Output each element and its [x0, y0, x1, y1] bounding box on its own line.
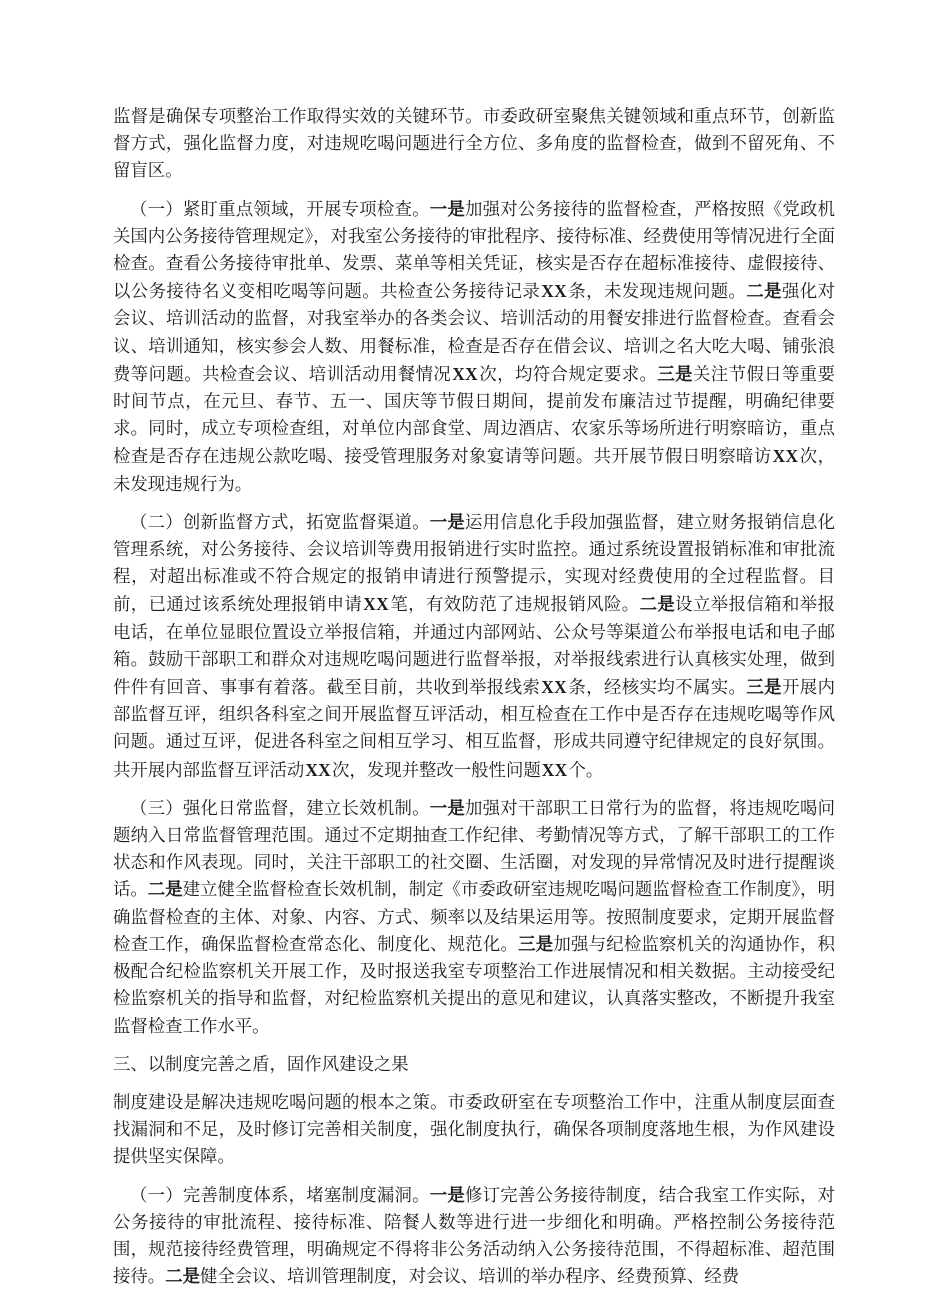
body-paragraph: [113, 796, 835, 1041]
emphasis-text: 一是: [429, 798, 465, 819]
text-run: 加强与纪检监察机关的沟通协作，积极配合纪检监察机关开展工作，及时报送我室专项整治工作进展情况和相关数据。主动接受纪检监察机关的指导和监督，对纪检监察机关提出的意见和建议，认真落实整改，不断提升我室监督检查工作水平。: [113, 934, 835, 1037]
emphasis-text: 三是: [518, 934, 554, 955]
placeholder-number: XX: [305, 759, 332, 780]
text-run: 次，均符合规定要求。: [478, 364, 658, 385]
emphasis-text: 一是: [429, 199, 465, 220]
text-run: 设立举报信箱和举报电话，在单位显眼位置设立举报信箱，并通过内部网站、公众号等渠道公布举报电话和电子邮箱。鼓励干部职工和群众对违规吃喝问题进行监督举报，对举报线索进行认真核实处理，做到件件有回音、事事有着落。截至目前，共收到举报线索: [113, 595, 835, 699]
text-run: 运用信息化手段加强监督，建立财务报销信息化管理系统，对公务接待、会议培训等费用报销进行实时监控。通过系统设置报销标准和审批流程，对超出标准或不符合规定的报销申请进行预警提示，实现对经费使用的全过程监督。目前，已通过该系统处理报销申请: [113, 512, 835, 616]
emphasis-text: 二是: [746, 282, 782, 303]
text-run: 监督是确保专项整治工作取得实效的关键环节。市委政研室聚焦关键领域和重点环节，创新监督方式，强化监督力度，对违规吃喝问题进行全方位、多角度的监督检查，做到不留死角、不留盲区。: [113, 107, 835, 182]
text-run: 制度建设是解决违规吃喝问题的根本之策。市委政研室在专项整治工作中，注重从制度层面查找漏洞和不足，及时修订完善相关制度，强化制度执行，确保各项制度落地生根，为作风建设提供坚实保障。: [113, 1092, 835, 1168]
text-run: 修订完善公务接待制度，结合我室工作实际，对公务接待的审批流程、接待标准、陪餐人数等进行进一步细化和明确。严格控制公务接待范围，规范接待经费管理，明确规定不得将非公务活动纳入公务接待范围，不得超标准、超范围接待。: [113, 1185, 835, 1288]
emphasis-text: 二是: [165, 1267, 200, 1288]
text-run: （二）创新监督方式，拓宽监督渠道。: [130, 512, 430, 533]
text-run: （一）紧盯重点领域，开展专项检查。: [130, 199, 430, 220]
text-run: 健全会议、培训管理制度，对会议、培训的举办程序、经费预算、经费: [199, 1267, 740, 1288]
emphasis-text: 一是: [429, 1185, 465, 1206]
text-run: 开展内部监督互评，组织各科室之间开展监督互评活动，相互检查在工作中是否存在违规吃喝等作风问题。通过互评，促进各科室之间相互学习、相互监督，形成共同遵守纪律规定的良好氛围。共开展内部监督互评活动: [113, 678, 835, 781]
placeholder-number: XX: [541, 677, 567, 698]
emphasis-text: 三是: [746, 678, 782, 699]
section-heading: [113, 1052, 835, 1079]
placeholder-number: XX: [772, 446, 799, 467]
emphasis-text: 二是: [147, 880, 183, 901]
body-paragraph: [113, 510, 835, 785]
body-paragraph: [113, 197, 835, 499]
emphasis-text: 三是: [657, 364, 693, 385]
emphasis-text: 一是: [429, 512, 465, 533]
text-run: 条，经核实均不属实。: [567, 678, 747, 699]
body-paragraph: [113, 1090, 835, 1172]
document-body: [113, 104, 835, 1291]
body-paragraph: [113, 104, 835, 186]
text-run: 加强对干部职工日常行为的监督，将违规吃喝问题纳入日常监督管理范围。通过不定期抽查工作纪律、考勤情况等方式，了解干部职工的工作状态和作风表现。同时，关注干部职工的社交圈、生活圈，对发现的异常情况及时进行提醒谈话。: [113, 798, 835, 901]
placeholder-number: XX: [452, 363, 478, 384]
text-run: （一）完善制度体系，堵塞制度漏洞。: [130, 1185, 430, 1206]
text-run: 建立健全监督检查长效机制，制定《市委政研室违规吃喝问题监督检查工作制度》，明确监督检查的主体、对象、内容、方式、频率以及结果运用等。按照制度要求，定期开展监督检查工作，确保监督检查常态化、制度化、规范化。: [113, 880, 835, 955]
text-run: 个。: [568, 760, 604, 781]
text-run: 强化对会议、培训活动的监督，对我室举办的各类会议、培训活动的用餐安排进行监督检查。查看会议、培训通知，核实参会人数、用餐标准，检查是否存在借会议、培训之名大吃大喝、铺张浪费等问题。共检查会议、培训活动用餐情况: [113, 282, 835, 385]
text-run: 关注节假日等重要时间节点，在元旦、春节、五一、国庆等节假日期间，提前发布廉洁过节提醒，明确纪律要求。同时，成立专项检查组，对单位内部食堂、周边酒店、农家乐等场所进行明察暗访，重点检查是否存在违规公款吃喝、接受管理服务对象宴请等问题。共开展节假日明察暗访: [113, 364, 835, 468]
text-run: 次，发现并整改一般性问题: [332, 760, 541, 781]
text-run: 条，未发现违规问题。: [567, 282, 747, 303]
text-run: （三）强化日常监督，建立长效机制。: [130, 798, 430, 819]
text-run: 笔，有效防范了违规报销风险。: [389, 595, 640, 616]
text-run: 三、以制度完善之盾，固作风建设之果: [113, 1054, 409, 1075]
emphasis-text: 二是: [639, 595, 676, 616]
text-run: 次，未发现违规行为。: [113, 447, 835, 495]
body-paragraph: [113, 1183, 835, 1291]
placeholder-number: XX: [541, 281, 567, 302]
text-run: 加强对公务接待的监督检查，严格按照《党政机关国内公务接待管理规定》，对我室公务接待的审批程序、接待标准、经费使用等情况进行全面检查。查看公务接待审批单、发票、菜单等相关凭证，核实是否存在超标准接待、虚假接待、以公务接待名义变相吃喝等问题。共检查公务接待记录: [113, 199, 835, 303]
placeholder-number: XX: [541, 759, 568, 780]
placeholder-number: XX: [363, 594, 389, 615]
